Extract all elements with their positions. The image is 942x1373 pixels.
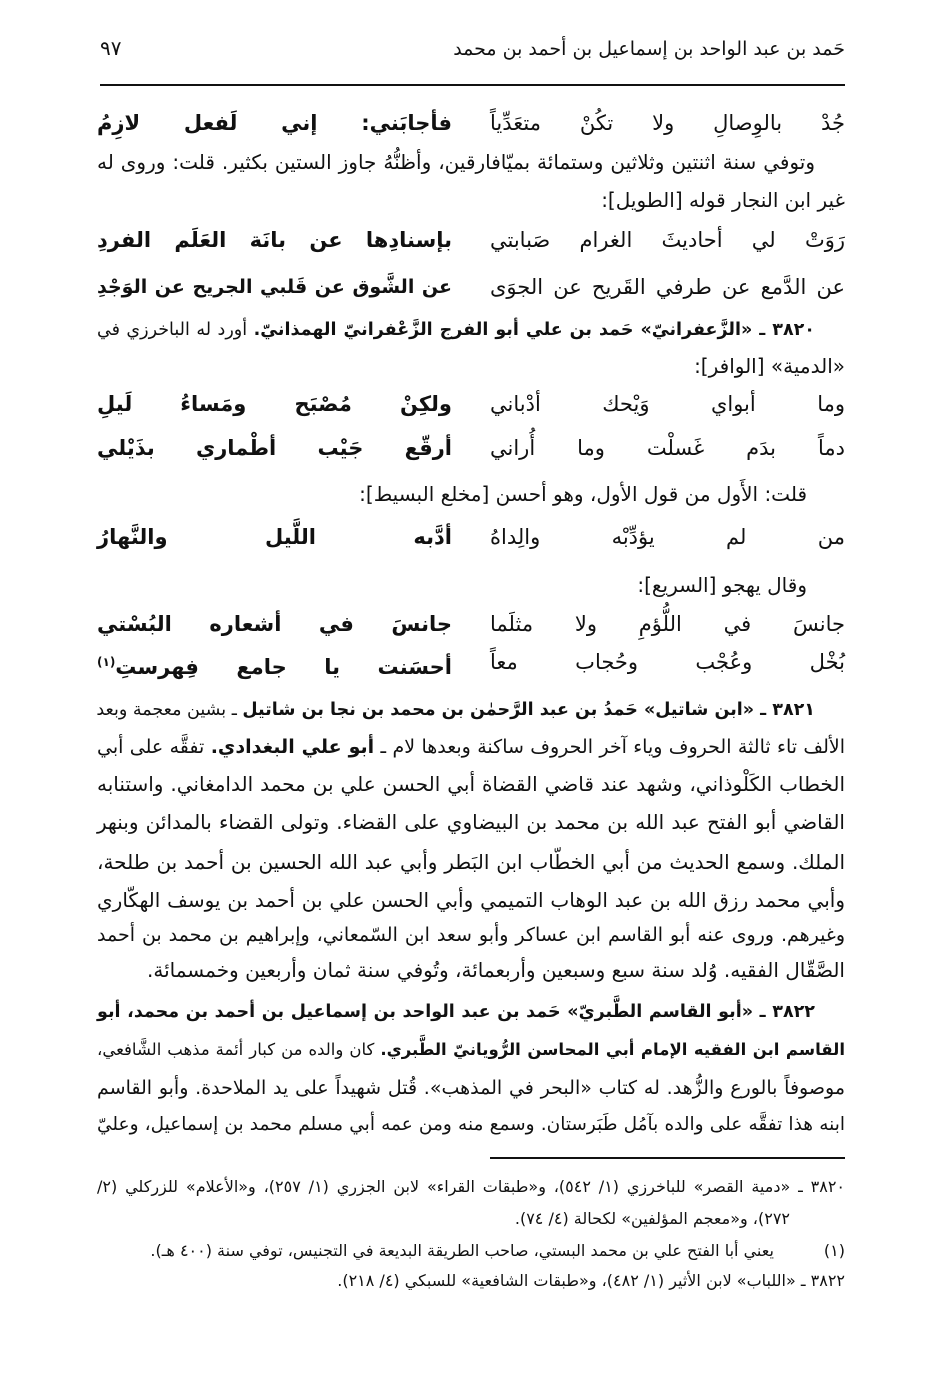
poem-verse <box>97 389 845 419</box>
text-line <box>97 479 807 509</box>
verse-second-hemistich-text: فأجابَني: إني لَفعل لازِمُ <box>97 111 452 135</box>
verse-second-hemistich <box>97 389 452 419</box>
footnote-line <box>97 1204 790 1234</box>
verse-first-hemistich: بُخْل وعُجْب وحُجاب معاً <box>490 650 845 674</box>
footnote-line <box>97 1236 845 1266</box>
text-segment: وقال يهجو [السريع]: <box>637 573 807 597</box>
text-line <box>97 1073 845 1103</box>
poem-verse <box>97 522 845 552</box>
text-segment: وغيرهم. وروى عنه أبو القاسم ابن عساكر وأبو سعد ابن السّمعاني، وإبراهيم بن محمد بن أحمد <box>97 924 845 946</box>
text-segment: أورد له الباخرزي في <box>97 320 254 340</box>
entry-heading: ٣٨٢٠ ـ «الزَّعفرانيّ» حَمد بن علي أبو الفرج الزَّعْفرانيّ الهمذانيّ. <box>253 320 815 340</box>
verse-second-hemistich-text: أحسَنت يا جامع فِهرستِ <box>115 655 452 679</box>
text-line <box>97 847 845 877</box>
entry-heading: ٣٨٢٢ ـ «أبو القاسم الطَّبريّ» حَمد بن عبد الواحد بن إسماعيل بن أحمد بن محمد، أبو <box>97 1002 815 1022</box>
verse-first-hemistich: من لم يؤدِّبْه والِداهُ <box>490 525 845 549</box>
entry-heading: ٣٨٢١ ـ «ابن شاتيل» حَمدُ بن عبد الرَّحمٰن بن محمد بن نجا بن شاتيل <box>242 700 815 720</box>
text-line <box>97 570 807 600</box>
text-segment: ابنه هذا تفقَّه على والده بآمُل طَبَرستان. وسمع منه ومن عمه أبي مسلم محمد بن إسماعيل، وعليّ <box>97 1114 845 1135</box>
text-line <box>97 1035 845 1065</box>
verse-second-hemistich <box>97 522 452 552</box>
footnote-text: ٣٨٢٠ ـ «دمية القصر» للباخرزي (١/ ٥٤٢)، و«طبقات القراء» لابن الجزري (١/ ٢٥٧)، و«الأعلام» للزركلي (٢/ <box>97 1177 845 1196</box>
verse-second-hemistich-text: أرقّع جَيْب أطْماري بذَيْلي <box>97 436 452 460</box>
text-segment: غير ابن النجار قوله [الطويل]: <box>601 188 845 212</box>
footnote-text: ٣٨٢٢ ـ «اللباب» لابن الأثير (١/ ٤٨٢)، و«طبقات الشافعية» للسبكي (٤/ ٢١٨). <box>337 1271 845 1290</box>
footnote-number: (١) <box>823 1241 845 1260</box>
verse-first-hemistich: جُدْ بالوِصالِ ولا تكُنْ متعَدِّياً <box>490 111 845 135</box>
verse-second-hemistich <box>97 108 452 138</box>
verse-second-hemistich-text: أدَّبه اللَّيل والنَّهارُ <box>97 525 452 549</box>
text-line <box>97 695 815 725</box>
text-segment: الألف تاء ثالثة الحروف وياء آخر الحروف ساكنة وبعدها لام ـ <box>374 736 846 758</box>
text-line <box>97 147 815 177</box>
text-segment: الصَّقّال الفقيه. وُلد سنة سبع وسبعين وأربعمائة، وتُوفي سنة ثمان وأربعين وخمسمائة. <box>146 958 845 982</box>
text-segment: القاضي أبو الفتح عبد الله بن محمد بن البيضاوي على القضاء. وتولى القضاء بالمدائن وبنهر <box>97 810 845 834</box>
text-segment: تفقَّه على أبي <box>97 736 211 758</box>
footnote-line <box>97 1172 845 1202</box>
text-line <box>97 315 815 345</box>
verse-first-hemistich: جانسَ في اللُّؤمِ ولا مثلَما <box>490 612 845 636</box>
text-line <box>97 732 845 762</box>
text-line <box>97 1110 845 1140</box>
text-line <box>97 351 845 381</box>
text-line <box>97 885 845 915</box>
text-segment: وأبي محمد رزق الله بن عبد الوهاب التميمي وأبي الحسن علي بن أحمد بن يوسف الهكّاري <box>97 888 845 912</box>
text-segment: «الدمية» [الوافر]: <box>694 354 845 378</box>
poem-verse <box>97 108 845 138</box>
text-line <box>97 997 815 1027</box>
verse-second-hemistich-text: عن الشَّوق عن قَلبي الجريح عن الوَجْدِ <box>97 276 452 298</box>
verse-first-hemistich: عن الدَّمع عن طرفي القَريح عن الجوَى <box>490 275 845 299</box>
text-segment: ـ بشين معجمة وبعد <box>96 700 243 720</box>
text-segment: قلت: الأَول من قول الأول، وهو أحسن [مخلع البسيط]: <box>359 482 807 506</box>
footnote-text: ٢٧٢)، و«معجم المؤلفين» لكحالة (٤/ ٧٤). <box>514 1209 790 1228</box>
verse-second-hemistich <box>97 433 452 463</box>
verse-second-hemistich-text: بإسنادِها عن بانَة العَلَم الفردِ <box>97 228 452 252</box>
footnote-text: يعني أبا الفتح علي بن محمد البستي، صاحب الطريقة البديعة في التجنيس، توفي سنة (٤٠٠ هـ). <box>150 1241 774 1260</box>
footnote-marker: (١) <box>97 655 116 669</box>
page-number: ٩٧ <box>100 36 122 60</box>
verse-first-hemistich: وما أبواي وَيْحك أدْباني <box>490 392 845 416</box>
header-divider <box>100 84 845 86</box>
verse-second-hemistich <box>97 609 452 639</box>
poem-verse <box>97 433 845 463</box>
poem-verse <box>97 609 845 639</box>
text-line <box>97 920 845 950</box>
text-segment: الخطاب الكَلْوذاني، وشهد عند قاضي القضاة أبي الحسن علي بن محمد الدامغاني. واستنابه <box>97 772 845 796</box>
text-segment: كان والده من كبار أئمة مذهب الشَّافعي، <box>97 1040 381 1059</box>
verse-second-hemistich-text: ولكِنْ مُصْبَح ومَساءُ لَيلِ <box>97 392 452 416</box>
running-header-title: حَمد بن عبد الواحد بن إسماعيل بن أحمد بن محمد <box>453 38 845 60</box>
verse-second-hemistich <box>97 272 452 302</box>
verse-second-hemistich <box>97 647 452 682</box>
footnote-line <box>97 1266 845 1296</box>
poem-verse <box>97 225 845 255</box>
text-line <box>97 769 845 799</box>
footnote-divider <box>490 1157 845 1159</box>
verse-second-hemistich-text: جانسَ في أشعاره البُسْتي <box>97 612 452 636</box>
text-line <box>97 807 845 837</box>
text-line <box>97 185 845 215</box>
verse-first-hemistich: رَوَتْ لي أحاديثَ الغرام صَبابتي <box>490 228 845 252</box>
verse-first-hemistich: دماً بدَم غَسلْت وما أُراني <box>490 436 845 460</box>
text-line <box>97 955 845 985</box>
text-segment: موصوفاً بالورع والزُّهد. له كتاب «البحر في المذهب». قُتل شهيداً على يد الملاحدة. وأبو القاسم <box>97 1077 845 1099</box>
poem-verse <box>97 647 845 677</box>
text-segment: وتوفي سنة اثنتين وثلاثين وستمائة بميّافارقين، وأظنُّهُ جاوز الستين بكثير. قلت: وروى له <box>97 150 815 174</box>
text-segment: الملك. وسمع الحديث من أبي الخطّاب ابن البَطر وأبي عبد الله الحسين بن أحمد بن طلحة، <box>97 850 845 874</box>
poem-verse <box>97 272 845 302</box>
entry-heading: القاسم ابن الفقيه الإمام أبي المحاسن الرُّويانيّ الطَّبري. <box>380 1040 846 1059</box>
verse-second-hemistich <box>97 225 452 255</box>
entry-heading: أبو علي البغدادي. <box>210 736 375 758</box>
